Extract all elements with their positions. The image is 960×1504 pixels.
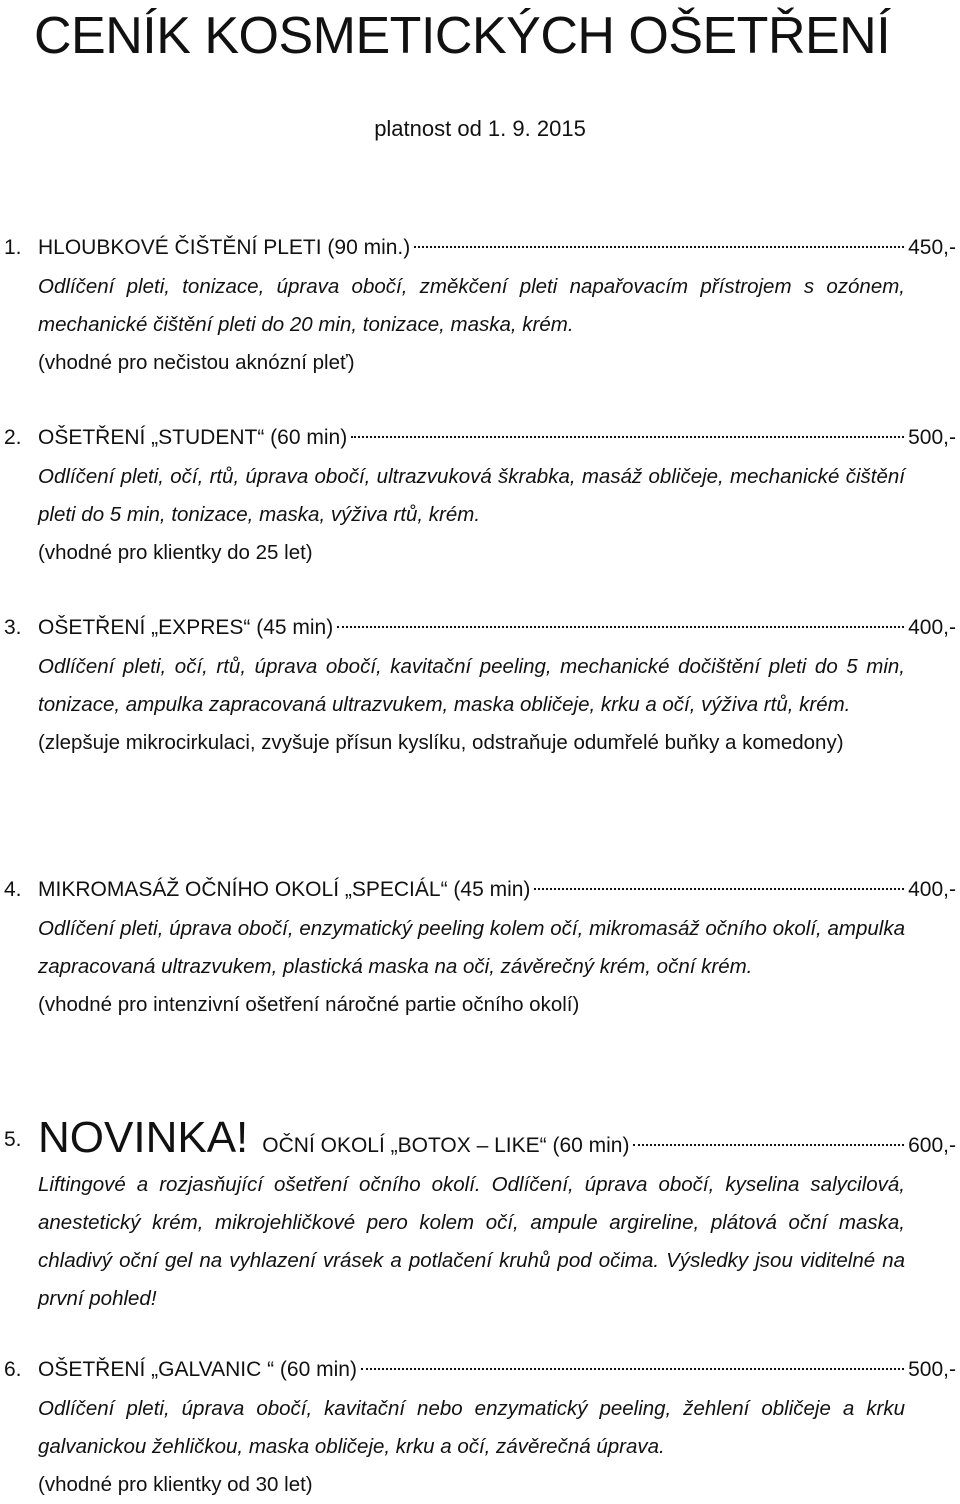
item-price: 500,-	[908, 426, 956, 449]
item-number: 5.	[4, 1128, 22, 1151]
price-item-3	[0, 608, 960, 762]
dot-leader	[337, 626, 904, 628]
item-note: (zlepšuje mikrocirkulaci, zvyšuje přísun kyslíku, odstraňuje odumřelé buňky a komedony)	[38, 731, 844, 754]
price-item-6	[0, 1350, 960, 1504]
item-price: 500,-	[908, 1358, 956, 1381]
new-badge: NOVINKA!	[38, 1113, 249, 1162]
item-note: (vhodné pro intenzivní ošetření náročné partie očního okolí)	[38, 993, 580, 1016]
dot-leader	[361, 1368, 904, 1370]
item-number: 3.	[4, 616, 22, 639]
price-item-2	[0, 418, 960, 572]
item-number: 1.	[4, 236, 22, 259]
item-name: MIKROMASÁŽ OČNÍHO OKOLÍ „SPECIÁL“ (45 min)	[38, 878, 531, 901]
item-note: (vhodné pro klientky do 25 let)	[38, 541, 313, 564]
item-description: Odlíčení pleti, očí, rtů, úprava obočí, kavitační peeling, mechanické dočištění pleti do 5 min, tonizace, ampulka zapracovaná ultrazvukem, maska obličeje, krku a očí, výživa rtů, krém.	[38, 655, 905, 716]
item-note: (vhodné pro klientky od 30 let)	[38, 1473, 313, 1496]
item-number: 2.	[4, 426, 22, 449]
price-item-4	[0, 870, 960, 1024]
item-name: OŠETŘENÍ „EXPRES“ (45 min)	[38, 616, 334, 639]
price-item-1	[0, 228, 960, 382]
price-item-5	[0, 1113, 960, 1318]
item-price: 400,-	[908, 878, 956, 901]
item-price: 400,-	[908, 616, 956, 639]
item-name: OŠETŘENÍ „GALVANIC “ (60 min)	[38, 1358, 357, 1381]
item-description: Liftingové a rozjasňující ošetření očního okolí. Odlíčení, úprava obočí, kyselina salycilová, anestetický krém, mikrojehličkové pero kolem očí, ampule argireline, plátová oční maska, chladivý oční gel na vyhlazení vrásek a potlačení kruhů pod očima. Výsledky jsou viditelné na první pohled!	[38, 1173, 905, 1310]
item-note: (vhodné pro nečistou aknózní pleť)	[38, 351, 355, 374]
validity-date: platnost od 1. 9. 2015	[374, 116, 586, 141]
item-number: 4.	[4, 878, 22, 901]
dot-leader	[534, 888, 904, 890]
item-price: 450,-	[908, 236, 956, 259]
dot-leader	[633, 1144, 904, 1146]
dot-leader	[351, 436, 904, 438]
item-description: Odlíčení pleti, tonizace, úprava obočí, změkčení pleti napařovacím přístrojem s ozónem, mechanické čištění pleti do 20 min, tonizace, maska, krém.	[38, 275, 905, 336]
item-number: 6.	[4, 1358, 22, 1381]
item-price: 600,-	[908, 1134, 956, 1157]
item-description: Odlíčení pleti, očí, rtů, úprava obočí, ultrazvuková škrabka, masáž obličeje, mechanické čištění pleti do 5 min, tonizace, maska, výživa rtů, krém.	[38, 465, 905, 526]
item-description: Odlíčení pleti, úprava obočí, kavitační nebo enzymatický peeling, žehlení obličeje a krku galvanickou žehličkou, maska obličeje, krku a očí, závěrečná úprava.	[38, 1397, 905, 1458]
item-name: OČNÍ OKOLÍ „BOTOX – LIKE“ (60 min)	[262, 1134, 630, 1157]
item-description: Odlíčení pleti, úprava obočí, enzymatický peeling kolem očí, mikromasáž očního okolí, ampulka zapracovaná ultrazvukem, plastická maska na oči, závěrečný krém, oční krém.	[38, 917, 905, 978]
item-name: HLOUBKOVÉ ČIŠTĚNÍ PLETI (90 min.)	[38, 236, 411, 259]
dot-leader	[414, 246, 904, 248]
item-name: OŠETŘENÍ „STUDENT“ (60 min)	[38, 426, 348, 449]
page-title: CENÍK KOSMETICKÝCH OŠETŘENÍ	[34, 7, 891, 65]
